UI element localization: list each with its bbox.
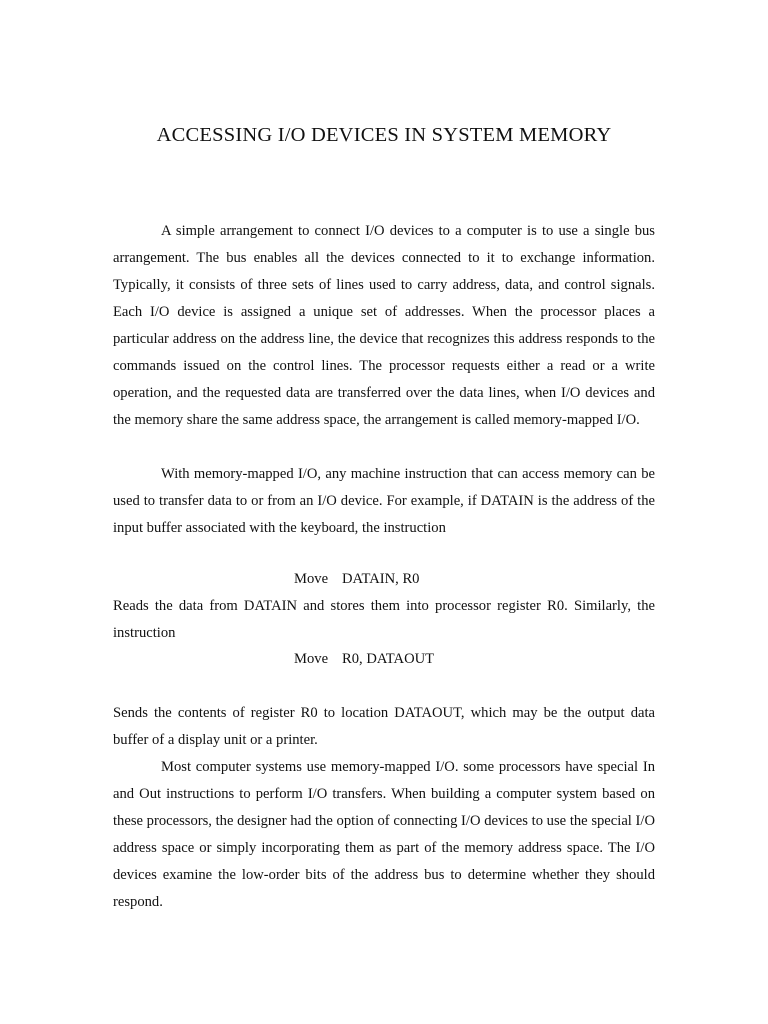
paragraph-intro: A simple arrangement to connect I/O devices to a computer is to use a single bus arrangement. The bus enables all the devices connected to it to exchange information. Typically, it consists of three sets of lines used to carry address, data, and control signals. Each I/O device is assigned a unique set of addresses. When the processor places a particular address on the address line, the device that recognizes this address responds to the commands issued on the control lines. The processor requests either a read or a write operation, and the requested data are transferred over the data lines, when I/O devices and the memory share the same address space, the arrangement is called memory-mapped I/O. [113, 223, 655, 428]
instruction-opcode: Move [294, 571, 329, 587]
paragraph-memory-mapped: With memory-mapped I/O, any machine instruction that can access memory can be used to transfer data to or from an I/O device. For example, if DATAIN is the address of the input buffer associated with the keyboard, the instruction [113, 466, 655, 536]
instruction-operands: DATAIN, R0 [342, 571, 420, 587]
instruction-operands: R0, DATAOUT [342, 651, 435, 667]
paragraph-systems: Most computer systems use memory-mapped I/O. some processors have special In and Out instructions to perform I/O transfers. When building a computer system based on these processors, the designer had the option of connecting I/O devices to use the special I/O address space or simply incorporating them as part of the memory address space. The I/O devices examine the low-order bits of the address bus to determine whether they should respond. [113, 759, 655, 910]
paragraph-sends: Sends the contents of register R0 to location DATAOUT, which may be the output data buffer of a display unit or a printer. [113, 705, 655, 748]
page-title: ACCESSING I/O DEVICES IN SYSTEM MEMORY [156, 124, 612, 146]
instruction-move-dataout [294, 646, 434, 673]
instruction-move-datain [294, 566, 419, 593]
paragraph-reads: Reads the data from DATAIN and stores them into processor register R0. Similarly, the instruction [113, 598, 655, 641]
instruction-opcode: Move [294, 651, 329, 667]
